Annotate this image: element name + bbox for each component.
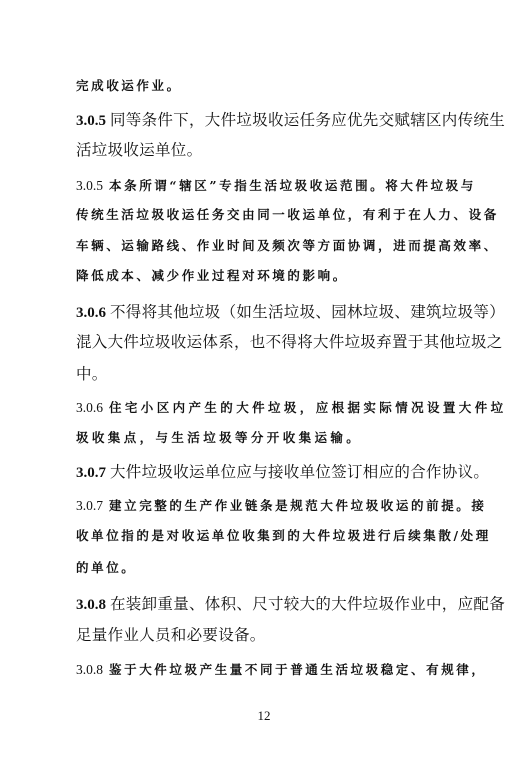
clause-line	[76, 302, 506, 324]
line-text: 传统生活垃圾收运任务交由同一收运单位，有利于在人力、设备	[76, 207, 499, 222]
note-line	[76, 266, 466, 288]
line-text: 车辆、运输路线、作业时间及频次等方面协调，进而提高效率、	[76, 238, 499, 253]
clause-number: 3.0.5	[76, 178, 103, 193]
clause-number: 3.0.8	[76, 597, 106, 613]
line-text: 的单位。	[76, 560, 137, 575]
line-text: 鉴于大件垃圾产生量不同于普通生活垃圾稳定、有规律，	[109, 662, 487, 677]
clause-line	[76, 625, 466, 647]
line-text: 圾收集点，与生活垃圾等分开收集运输。	[76, 430, 363, 445]
clause-line	[76, 110, 506, 132]
clause-line	[76, 140, 466, 162]
line-text: 足量作业人员和必要设备。	[76, 626, 266, 644]
line-text: 中。	[76, 365, 108, 383]
clause-line	[76, 364, 466, 386]
clause-number: 3.0.5	[76, 113, 106, 129]
clause-number: 3.0.7	[76, 498, 103, 513]
note-line	[76, 205, 499, 227]
line-text: 完成收运作业。	[76, 78, 182, 93]
clause-line	[76, 332, 503, 354]
page-number: 12	[257, 708, 271, 723]
line-text: 同等条件下，大件垃圾收运任务应优先交赋辖区内传统生	[110, 111, 506, 129]
note-line	[76, 236, 499, 258]
clause-line	[76, 462, 490, 484]
clause-number: 3.0.7	[76, 465, 106, 481]
line-text: 住宅小区内产生的大件垃圾，应根据实际情况设置大件垃	[109, 400, 507, 415]
note-line	[76, 496, 487, 518]
line-text: 建立完整的生产作业链条是规范大件垃圾收运的前提。接	[109, 498, 487, 513]
note-line	[76, 660, 487, 682]
line-text: 收单位指的是对收运单位收集到的大件垃圾进行后续集散/处理	[76, 528, 491, 543]
note-line	[76, 76, 466, 98]
note-line	[76, 428, 466, 450]
clause-number: 3.0.6	[76, 305, 106, 321]
line-text: 本条所谓“辖区”专指生活垃圾收运范围。将大件垃圾与	[109, 178, 476, 193]
clause-number: 3.0.6	[76, 400, 103, 415]
line-text: 大件垃圾收运单位应与接收单位签订相应的合作协议。	[110, 463, 490, 481]
line-text: 降低成本、减少作业过程对环境的影响。	[76, 268, 348, 283]
note-line	[76, 526, 491, 548]
line-text: 活垃圾收运单位。	[76, 141, 203, 159]
line-text: 混入大件垃圾收运体系，也不得将大件垃圾弃置于其他垃圾之	[76, 333, 503, 351]
note-line	[76, 398, 507, 420]
note-line	[76, 558, 466, 580]
note-line	[76, 176, 476, 198]
line-text: 不得将其他垃圾（如生活垃圾、园林垃圾、建筑垃圾等）	[110, 303, 506, 321]
line-text: 在装卸重量、体积、尺寸较大的大件垃圾作业中，应配备	[110, 595, 506, 613]
clause-line	[76, 594, 506, 616]
clause-number: 3.0.8	[76, 662, 103, 677]
